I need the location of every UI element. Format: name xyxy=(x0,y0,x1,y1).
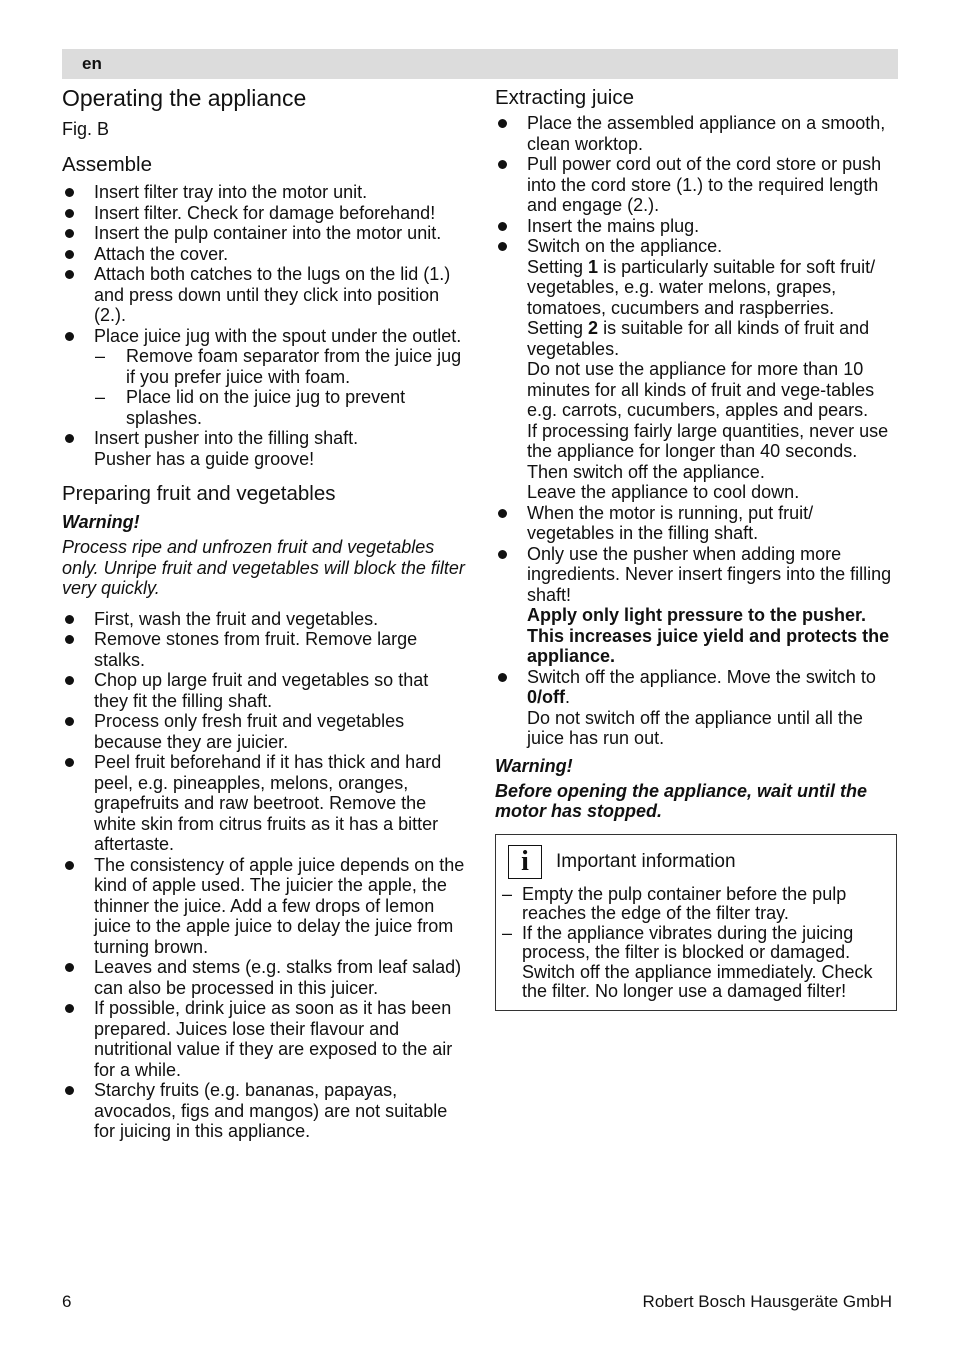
bullet-icon xyxy=(498,673,507,682)
list-item: Insert the mains plug. xyxy=(495,216,897,237)
bullet-icon xyxy=(65,250,74,259)
warning-label: Warning! xyxy=(495,755,573,776)
list-item: Remove stones from fruit. Remove large stalks. xyxy=(62,629,466,670)
list-item: Attach the cover. xyxy=(62,244,466,265)
bullet-icon xyxy=(498,550,507,559)
warning-label: Warning! xyxy=(62,512,140,532)
dash-marker: – xyxy=(95,387,106,407)
list-item: Place juice jug with the spout under the outlet. xyxy=(62,326,466,347)
extracting-heading: Extracting juice xyxy=(495,86,635,109)
setting-2-text: Setting 2 is suitable for all kinds of fruit and vegetables. xyxy=(527,318,870,359)
bullet-icon xyxy=(498,242,507,251)
list-item: When the motor is running, put fruit/ vegetables in the filling shaft. xyxy=(495,503,897,544)
bullet-icon xyxy=(65,229,74,238)
section-title: Operating the appliance xyxy=(62,85,307,111)
bullet-icon xyxy=(65,676,74,685)
bullet-icon xyxy=(65,963,74,972)
info-item: – If the appliance vibrates during the juicing process, the filter is blocked or damaged. Switch off the appliance immediately. Check the filter. No longer use a damaged filter! xyxy=(502,922,873,1001)
list-item: Insert filter tray into the motor unit. xyxy=(62,182,466,203)
bullet-icon xyxy=(65,332,74,341)
bullet-icon xyxy=(65,635,74,644)
bullet-icon xyxy=(65,615,74,624)
list-item: Insert pusher into the filling shaft. Pusher has a guide groove! xyxy=(62,428,466,469)
preparing-list xyxy=(62,609,466,1142)
bullet-icon xyxy=(65,270,74,279)
page-number: 6 xyxy=(62,1292,72,1311)
info-title: Important information xyxy=(556,850,736,872)
figure-reference: Fig. B xyxy=(62,119,110,139)
company-name: Robert Bosch Hausgeräte GmbH xyxy=(642,1292,892,1311)
bullet-icon xyxy=(65,209,74,218)
info-icon: i xyxy=(508,845,542,879)
left-column xyxy=(62,84,466,1142)
bullet-icon xyxy=(65,1004,74,1013)
language-label: en xyxy=(82,54,102,73)
bullet-icon xyxy=(65,434,74,443)
list-item: Pull power cord out of the cord store or push into the cord store (1.) to the required length and engage (2.). xyxy=(495,154,897,216)
preparing-heading: Preparing fruit and vegetables xyxy=(62,482,336,505)
list-item: Starchy fruits (e.g. bananas, papayas, avocados, figs and mangos) are not suitable for juicing in this appliance. xyxy=(62,1080,466,1142)
list-item: Insert the pulp container into the motor unit. xyxy=(62,223,466,244)
dash-marker: – xyxy=(502,883,513,904)
info-header xyxy=(508,845,890,879)
list-item: Place the assembled appliance on a smooth, clean worktop. xyxy=(495,113,897,154)
bullet-icon xyxy=(65,717,74,726)
extracting-list xyxy=(495,113,897,749)
info-item: – Empty the pulp container before the pulp reaches the edge of the filter tray. xyxy=(502,883,847,923)
right-column xyxy=(495,84,897,1011)
list-item: If possible, drink juice as soon as it has been prepared. Juices lose their flavour and nutritional value if they are exposed to the air for a while. xyxy=(62,998,466,1080)
setting-1-text: Setting 1 is particularly suitable for soft fruit/ vegetables, e.g. water melons, grapes, tomatoes, cucumbers and raspberries. xyxy=(527,256,876,318)
list-item: Switch on the appliance. Setting 1 is particularly suitable for soft fruit/ vegetables, e.g. water melons, grapes, tomatoes, cucumbers and raspberries. Setting 2 is suitable for all kinds of fruit and vegetables. Do not use the appliance for more than 10 minutes for all kinds of fruit and vege-tables e.g. carrots, cucumbers, apples and pears. If processing fairly large quantities, never use the appliance for longer than 40 seconds. Then switch off the appliance. Leave the appliance to cool down. xyxy=(495,236,897,503)
list-item: Chop up large fruit and vegetables so that they fit the filling shaft. xyxy=(62,670,466,711)
list-item: Leaves and stems (e.g. stalks from leaf salad) can also be processed in this juicer. xyxy=(62,957,466,998)
bullet-icon xyxy=(65,1086,74,1095)
bullet-icon xyxy=(498,119,507,128)
assemble-heading: Assemble xyxy=(62,153,153,176)
assemble-list xyxy=(62,182,466,469)
sub-list-item: – Remove foam separator from the juice jug if you prefer juice with foam. xyxy=(95,346,462,387)
bullet-icon xyxy=(498,509,507,518)
list-item: Switch off the appliance. Move the switch to 0/off. Do not switch off the appliance until all the juice has run out. xyxy=(495,667,897,749)
dash-marker: – xyxy=(95,346,106,366)
list-item: Attach both catches to the lugs on the lid (1.) and press down until they click into position (2.). xyxy=(62,264,466,326)
bullet-icon xyxy=(65,861,74,870)
bullet-icon xyxy=(498,222,507,231)
dash-marker: – xyxy=(502,922,513,943)
language-bar xyxy=(62,49,898,79)
list-item: First, wash the fruit and vegetables. xyxy=(62,609,466,630)
bullet-icon xyxy=(65,758,74,767)
info-box xyxy=(495,834,897,1011)
list-item: Process only fresh fruit and vegetables because they are juicier. xyxy=(62,711,466,752)
bullet-icon xyxy=(65,188,74,197)
list-item: Only use the pusher when adding more ingredients. Never insert fingers into the filling shaft! Apply only light pressure to the pusher. This increases juice yield and protects the appliance. xyxy=(495,544,897,667)
warning-text: Before opening the appliance, wait until the motor has stopped. xyxy=(495,780,868,821)
list-item: The consistency of apple juice depends on the kind of apple used. The juicier the apple, the thinner the juice. Add a few drops of lemon juice to the apple juice to delay the juice from turning brown. xyxy=(62,855,466,958)
sub-list-item: – Place lid on the juice jug to prevent splashes. xyxy=(95,387,406,428)
list-item: Peel fruit beforehand if it has thick and hard peel, e.g. pineapples, melons, oranges, grapefruits and raw beetroot. Remove the white skin from citrus fruits as it has a bitter aftertaste. xyxy=(62,752,466,855)
bullet-icon xyxy=(498,160,507,169)
list-item: Insert filter. Check for damage beforehand! xyxy=(62,203,466,224)
warning-text: Process ripe and unfrozen fruit and vegetables only. Unripe fruit and vegetables will block the filter very quickly. xyxy=(62,537,465,598)
